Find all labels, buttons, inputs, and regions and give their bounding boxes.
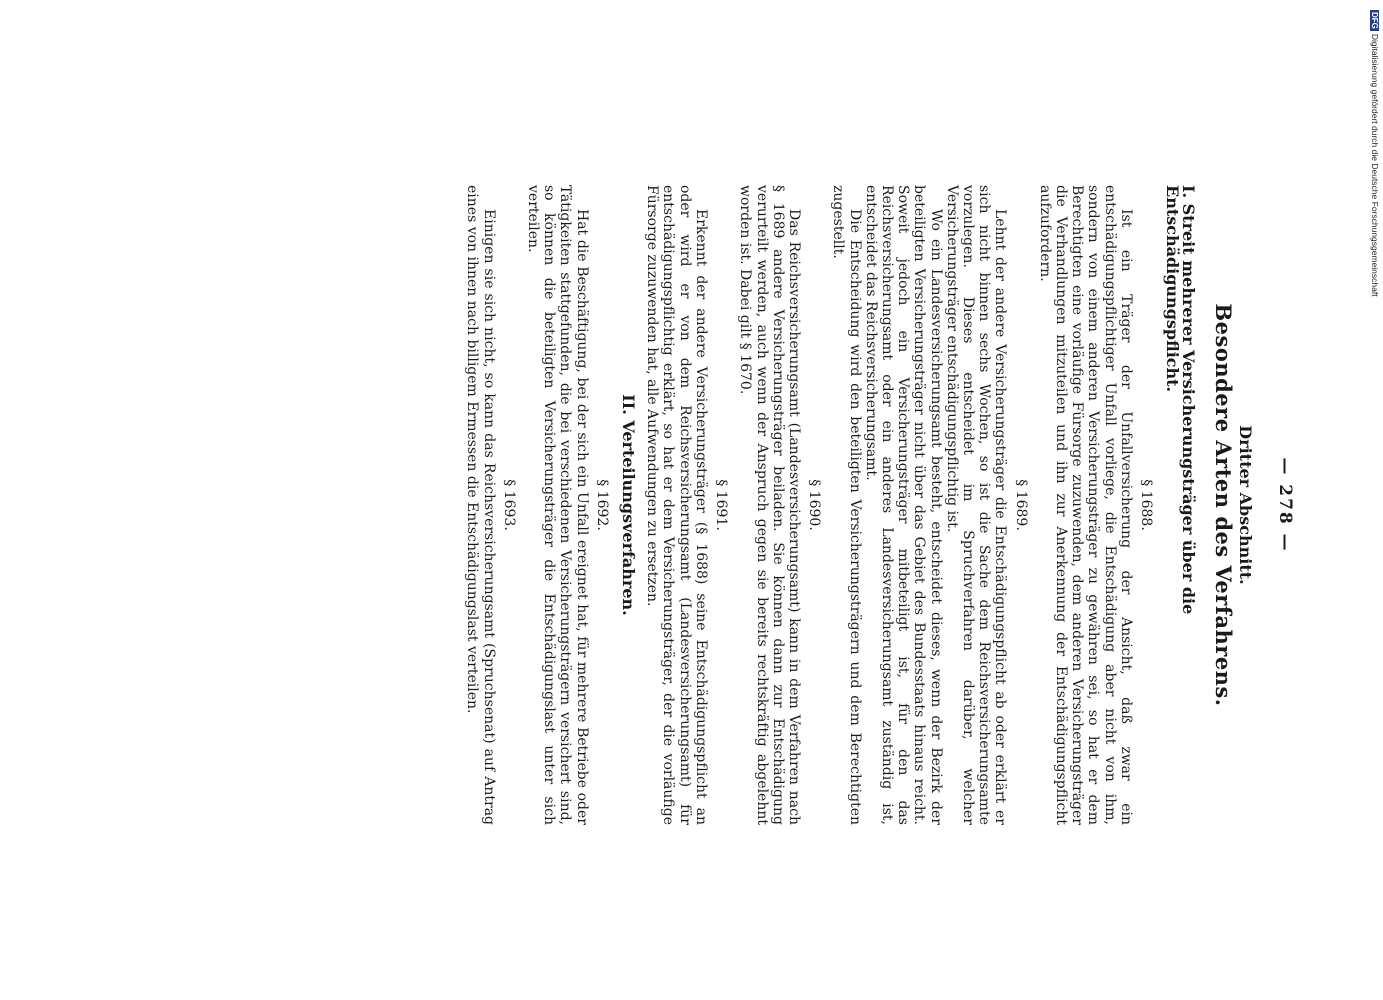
paragraph-heading-1693: § 1693. <box>500 479 517 531</box>
paragraph-1693-text: Einigen sie sich nicht, so kann das Reichsversicherungsamt (Spruchsenat) auf Antrag eines von ihnen nach billigem Ermessen die Entschädigungslast verteilen. <box>464 185 497 825</box>
section-title: Besondere Arten des Verfahrens. <box>1210 303 1236 707</box>
chapter-heading-2: II. Verteilungsverfahren. <box>619 394 639 616</box>
paragraph-1690-text: Das Reichsversicherungsamt (Landesversicherungsamt) kann in dem Verfahren nach § 1689 andere Versicherungsträger beiladen. Sie können dann zur Entschädigung verurteilt werden, auch wenn der Anspruch gegen sie bereits rechtskräftig abgelehnt worden ist. Dabei gilt § 1670. <box>737 185 802 825</box>
paragraph-heading-1692: § 1692. <box>593 479 610 531</box>
paragraph-heading-1689: § 1689. <box>1012 479 1029 531</box>
paragraph-1692-text: Hat die Beschäftigung, bei der sich ein Unfall ereignet hat, für mehrere Betriebe oder Tätigkeiten stattgefunden, die bei verschiedenen Versicherungsträgern versichert sind, so können die beteiligten Versicherungsträger die Entschädigungslast unter sich verteilen. <box>525 185 590 825</box>
paragraph-1689-text-1: Lehnt der andere Versicherungsträger die Entschädigungspflicht ab oder erklärt er sich nicht binnen sechs Wochen, so ist die Sache dem Reichsversicherungsamte vorzulegen. Dieses entscheidet im Spruchverfahren darüber, welcher Versicherungsträger entschädigungspflichtig ist. <box>943 185 1009 825</box>
section-label: Dritter Abschnitt. <box>1235 425 1255 585</box>
page-number: — 278 — <box>1275 457 1295 553</box>
dfg-logo: DFG <box>1370 12 1379 29</box>
funding-note <box>1370 10 1380 297</box>
funding-note-text: Digitalisierung gefördert durch die Deutsche Forschungsgemeinschaft <box>1370 33 1380 297</box>
text-column <box>464 185 1293 825</box>
paragraph-1689-text-2: Wo ein Landesversicherungsamt besteht, entscheidet dieses, wenn der Bezirk der beteiligten Versicherungsträger nicht über das Gebiet des Bundesstaats hinaus reicht. Soweit jedoch ein Versicherungsträger mitbeteiligt ist, für den das Reichsversicherungsamt oder ein anderes Landesversicherungsamt zuständig ist, entscheidet das Reichsversicherungsamt. <box>862 185 944 825</box>
paragraph-1688-text: Ist ein Träger der Unfallversicherung der Ansicht, daß zwar ein entschädigungspflichtiger Unfall vorliege, die Entschädigung aber nicht von ihm, sondern von einem anderen Versicherungsträger zu gewähren sei, so hat er dem Berechtigten eine vorläufige Fürsorge zuzuwenden, dem anderen Versicherungsträger die Verhandlungen mitzuteilen und ihn zur Anerkennung der Entschädigungspflicht aufzufordern. <box>1036 185 1134 825</box>
paragraph-heading-1690: § 1690. <box>806 479 823 531</box>
paragraph-1689-text-3: Die Entscheidung wird den beteiligten Versicherungsträgern und dem Berechtigten zugestellt. <box>830 185 863 825</box>
chapter-heading-1: I. Streit mehrerer Versicherungsträger über die Entschädigungspflicht. <box>1163 185 1199 615</box>
paragraph-heading-1688: § 1688. <box>1137 479 1154 531</box>
paragraph-1691-text: Erkennt der andere Versicherungsträger (§ 1688) seine Entschädigungspflicht an oder wird er von dem Reichsversicherungsamt (Landesversicherungsamt) für entschädigungspflichtig erklärt, so hat er dem Versicherungsträger, der die vorläufige Fürsorge zuzuwenden hat, alle Aufwendungen zu ersetzen. <box>644 185 709 825</box>
paragraph-heading-1691: § 1691. <box>713 479 730 531</box>
